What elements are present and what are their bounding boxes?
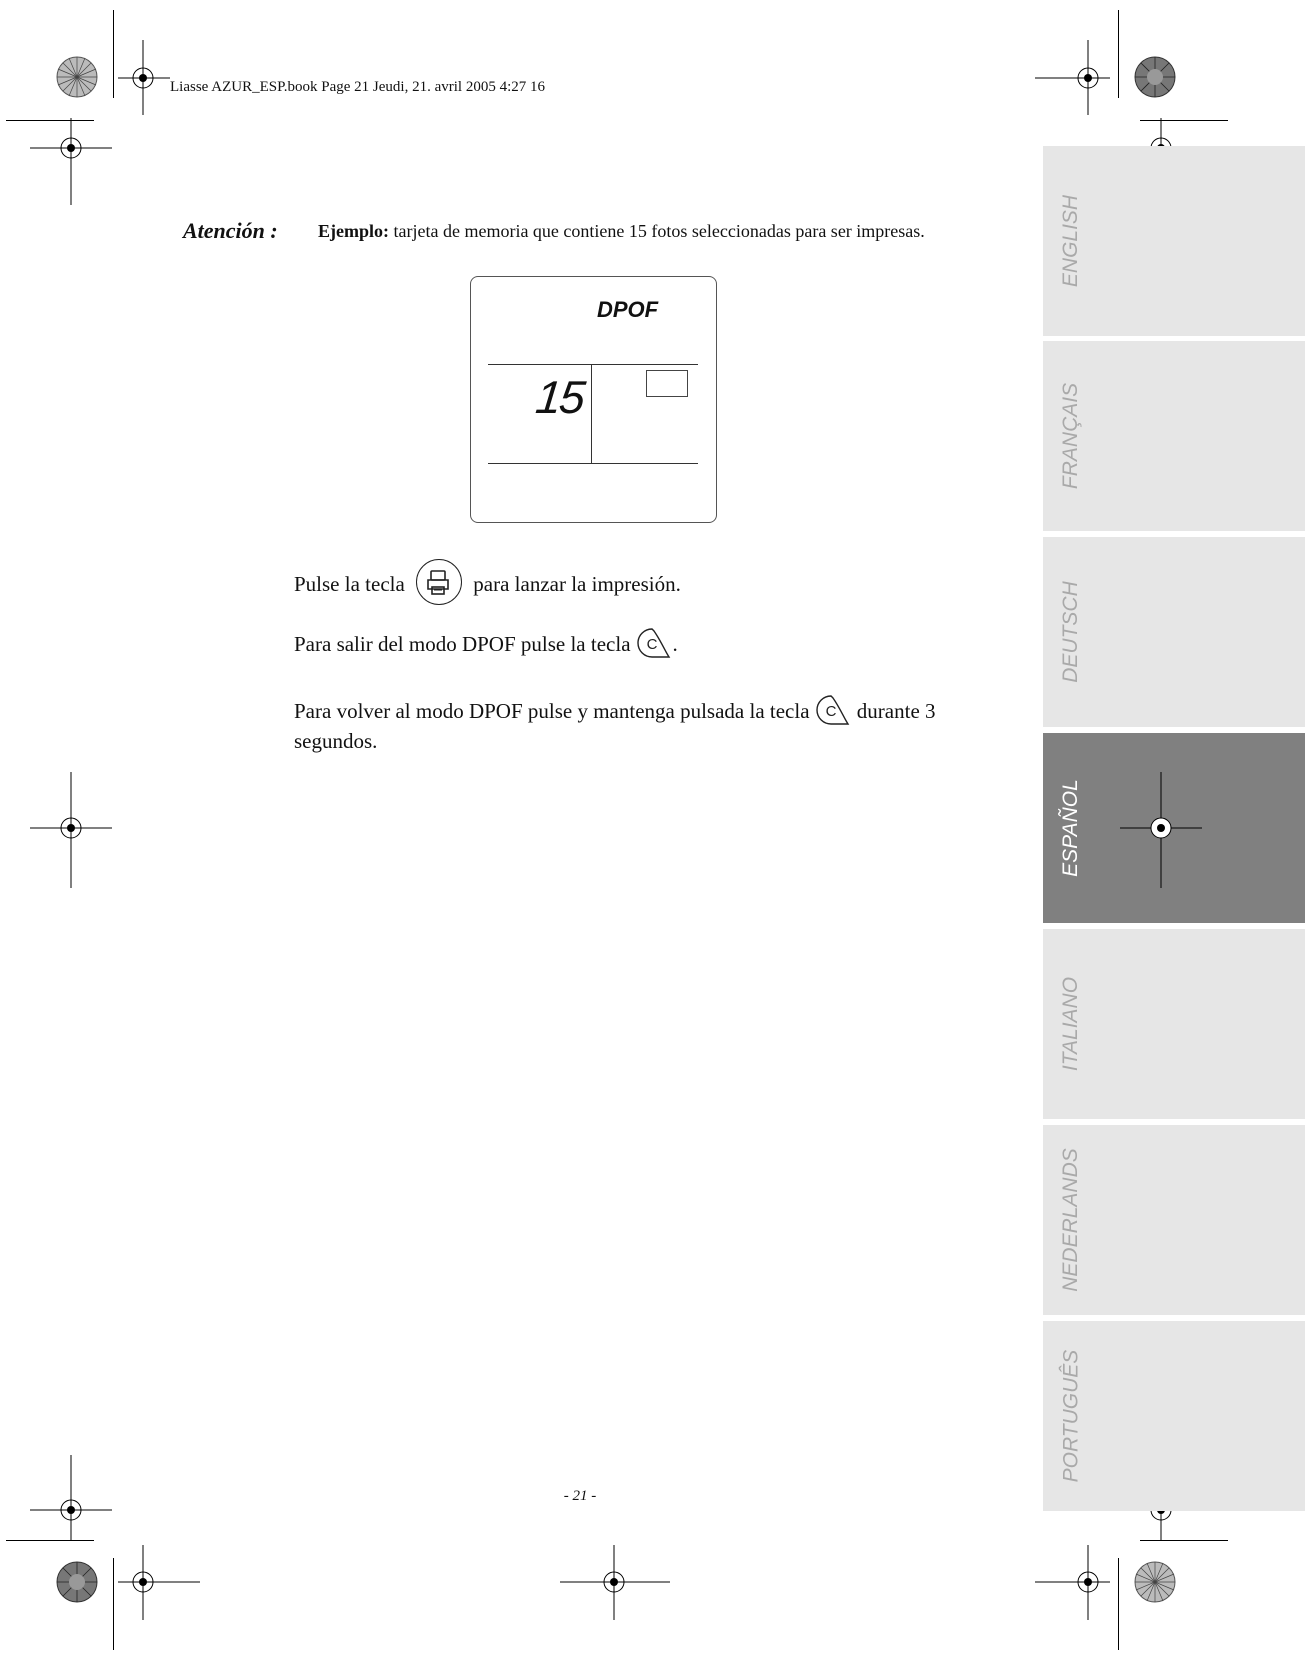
running-header: Liasse AZUR_ESP.book Page 21 Jeudi, 21. avril 2005 4:27 16 <box>170 79 545 95</box>
tab-label-espanol: ESPAÑOL <box>1059 779 1082 877</box>
print-instruction <box>294 563 681 609</box>
tab-label-deutsch: DEUTSCH <box>1059 581 1083 683</box>
print-instruction-after: para lanzar la impresión. <box>473 571 681 596</box>
page-number: - 21 - <box>563 1488 597 1504</box>
c-key <box>635 627 671 659</box>
lcd-divider-top <box>488 364 698 365</box>
lcd-divider-bottom <box>488 463 698 464</box>
rosette-mark <box>1134 1561 1176 1603</box>
svg-text:C: C <box>646 636 657 654</box>
tab-label-francais: FRANÇAIS <box>1059 382 1082 490</box>
exit-instruction-before: Para salir del modo DPOF pulse la tecla <box>294 632 631 656</box>
registration-mark-overlay <box>1120 772 1204 890</box>
attention-text <box>318 221 925 242</box>
example-text: tarjeta de memoria que contiene 15 fotos seleccionadas para ser impresas. <box>389 221 925 241</box>
lcd-photo-count: 15 <box>533 371 586 423</box>
tab-label-nederlands: NEDERLANDS <box>1059 1148 1083 1292</box>
return-instruction-before: Para volver al modo DPOF pulse y mantenga pulsada la tecla <box>294 699 810 723</box>
c-key-icon <box>814 694 850 726</box>
tab-label-portugues: PORTUGUÊS <box>1059 1349 1083 1483</box>
c-key <box>814 694 850 726</box>
lcd-mode-label: DPOF <box>597 297 659 322</box>
printer-key-icon <box>417 560 461 604</box>
print-key <box>416 559 462 605</box>
return-instruction-line2: segundos. <box>294 729 378 753</box>
tab-label-italiano: ITALIANO <box>1059 976 1083 1072</box>
rosette-mark <box>56 1561 98 1603</box>
tab-label-english: ENGLISH <box>1059 194 1083 288</box>
rosette-mark <box>1134 56 1176 98</box>
rosette-mark <box>56 56 98 98</box>
exit-instruction <box>294 629 678 662</box>
example-prefix: Ejemplo: <box>318 221 389 241</box>
attention-label: Atención : <box>183 218 278 243</box>
lcd-card-icon <box>646 370 688 397</box>
return-instruction-after: durante 3 <box>856 699 936 723</box>
lcd-divider-vertical <box>591 364 592 463</box>
print-instruction-before: Pulse la tecla <box>294 571 405 596</box>
exit-instruction-after: . <box>672 632 678 656</box>
lcd-display <box>470 276 717 523</box>
c-key-icon <box>635 627 671 659</box>
svg-text:C: C <box>825 703 836 721</box>
return-instruction <box>294 696 936 729</box>
